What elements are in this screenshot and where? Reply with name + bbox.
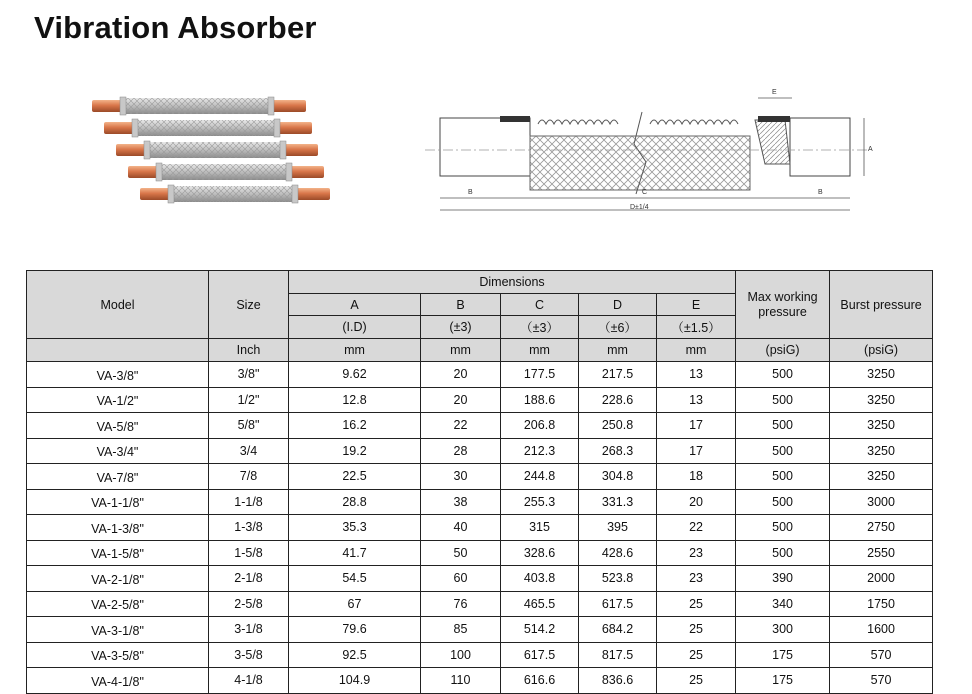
hose-weave bbox=[170, 186, 296, 202]
burst-cell: 3250 bbox=[830, 438, 933, 464]
max-working-cell: 500 bbox=[736, 489, 830, 515]
dim-e-cell: 17 bbox=[657, 438, 736, 464]
header-max-working: Max working pressure bbox=[736, 271, 830, 339]
header-col-e: E bbox=[657, 294, 736, 316]
dim-e-cell: 20 bbox=[657, 489, 736, 515]
ferrule bbox=[280, 141, 286, 159]
dim-c-cell: 212.3 bbox=[501, 438, 579, 464]
dim-b-cell: 22 bbox=[421, 413, 501, 439]
header-size: Size bbox=[209, 271, 289, 339]
burst-cell: 3250 bbox=[830, 387, 933, 413]
copper-end bbox=[276, 122, 312, 134]
copper-end bbox=[104, 122, 136, 134]
max-working-cell: 500 bbox=[736, 387, 830, 413]
dim-c-cell: 616.6 bbox=[501, 668, 579, 694]
table-row bbox=[27, 413, 933, 439]
table-row bbox=[27, 668, 933, 694]
dim-a-cell: 22.5 bbox=[289, 464, 421, 490]
burst-cell: 3250 bbox=[830, 464, 933, 490]
size-cell: 5/8" bbox=[209, 413, 289, 439]
table-row bbox=[27, 438, 933, 464]
ferrule bbox=[168, 185, 174, 203]
unit-d: mm bbox=[579, 339, 657, 362]
dim-b-cell: 40 bbox=[421, 515, 501, 541]
burst-cell: 2000 bbox=[830, 566, 933, 592]
dim-c-cell: 244.8 bbox=[501, 464, 579, 490]
model-cell: VA-1-1/8" bbox=[27, 489, 209, 515]
hose-weave bbox=[146, 142, 284, 158]
ferrule bbox=[268, 97, 274, 115]
dim-e-cell: 22 bbox=[657, 515, 736, 541]
hose-weave bbox=[134, 120, 278, 136]
max-working-cell: 500 bbox=[736, 438, 830, 464]
max-working-cell: 500 bbox=[736, 362, 830, 388]
size-cell: 3-1/8 bbox=[209, 617, 289, 643]
dim-a-cell: 92.5 bbox=[289, 642, 421, 668]
max-working-cell: 175 bbox=[736, 642, 830, 668]
dim-b-cell: 38 bbox=[421, 489, 501, 515]
copper-end bbox=[140, 188, 172, 200]
dim-b-cell: 20 bbox=[421, 387, 501, 413]
model-cell: VA-4-1/8" bbox=[27, 668, 209, 694]
hose-weave bbox=[158, 164, 290, 180]
technical-drawing bbox=[420, 84, 890, 224]
dim-a-cell: 54.5 bbox=[289, 566, 421, 592]
ferrule bbox=[120, 97, 126, 115]
copper-end bbox=[128, 166, 160, 178]
dim-a-cell: 19.2 bbox=[289, 438, 421, 464]
unit-e: mm bbox=[657, 339, 736, 362]
burst-cell: 3000 bbox=[830, 489, 933, 515]
dim-e-cell: 25 bbox=[657, 591, 736, 617]
copper-end bbox=[92, 100, 124, 112]
size-cell: 1-5/8 bbox=[209, 540, 289, 566]
table-row bbox=[27, 591, 933, 617]
dim-e-cell: 23 bbox=[657, 540, 736, 566]
table-row bbox=[27, 362, 933, 388]
dim-c-cell: 206.8 bbox=[501, 413, 579, 439]
dim-a-cell: 16.2 bbox=[289, 413, 421, 439]
max-working-cell: 500 bbox=[736, 413, 830, 439]
dim-d-cell: 817.5 bbox=[579, 642, 657, 668]
dim-d-cell: 523.8 bbox=[579, 566, 657, 592]
dim-d-cell: 684.2 bbox=[579, 617, 657, 643]
dim-e-cell: 25 bbox=[657, 617, 736, 643]
unit-a: mm bbox=[289, 339, 421, 362]
dim-d-cell: 250.8 bbox=[579, 413, 657, 439]
unit-size: Inch bbox=[209, 339, 289, 362]
size-cell: 3/8" bbox=[209, 362, 289, 388]
max-working-cell: 500 bbox=[736, 540, 830, 566]
header-burst: Burst pressure bbox=[830, 271, 933, 339]
dim-b-cell: 110 bbox=[421, 668, 501, 694]
dim-d-cell: 331.3 bbox=[579, 489, 657, 515]
max-working-cell: 300 bbox=[736, 617, 830, 643]
size-cell: 4-1/8 bbox=[209, 668, 289, 694]
unit-model bbox=[27, 339, 209, 362]
table-row bbox=[27, 642, 933, 668]
ferrule bbox=[292, 185, 298, 203]
dim-d-cell: 304.8 bbox=[579, 464, 657, 490]
left-end-tube bbox=[440, 118, 530, 176]
dim-b-cell: 30 bbox=[421, 464, 501, 490]
label-d: D±1/4 bbox=[630, 204, 649, 211]
dim-b-cell: 50 bbox=[421, 540, 501, 566]
dim-b-cell: 20 bbox=[421, 362, 501, 388]
dim-e-cell: 25 bbox=[657, 668, 736, 694]
dim-e-cell: 17 bbox=[657, 413, 736, 439]
model-cell: VA-2-5/8" bbox=[27, 591, 209, 617]
dim-d-cell: 428.6 bbox=[579, 540, 657, 566]
table-row bbox=[27, 489, 933, 515]
model-cell: VA-2-1/8" bbox=[27, 566, 209, 592]
unit-c: mm bbox=[501, 339, 579, 362]
copper-end bbox=[294, 188, 330, 200]
burst-cell: 1600 bbox=[830, 617, 933, 643]
tolerance-d: （±6） bbox=[579, 316, 657, 339]
size-cell: 2-1/8 bbox=[209, 566, 289, 592]
table-row bbox=[27, 566, 933, 592]
tolerance-a: (I.D) bbox=[289, 316, 421, 339]
header-dimensions: Dimensions bbox=[289, 271, 736, 294]
table-row bbox=[27, 387, 933, 413]
ferrule bbox=[144, 141, 150, 159]
dim-b-cell: 28 bbox=[421, 438, 501, 464]
dim-c-cell: 315 bbox=[501, 515, 579, 541]
dim-e-cell: 25 bbox=[657, 642, 736, 668]
dim-c-cell: 188.6 bbox=[501, 387, 579, 413]
ferrule bbox=[132, 119, 138, 137]
dim-c-cell: 465.5 bbox=[501, 591, 579, 617]
label-b-left: B bbox=[468, 189, 473, 196]
size-cell: 2-5/8 bbox=[209, 591, 289, 617]
product-photo bbox=[80, 86, 340, 226]
copper-end bbox=[288, 166, 324, 178]
size-cell: 3/4 bbox=[209, 438, 289, 464]
page-title: Vibration Absorber bbox=[34, 10, 317, 45]
table-row bbox=[27, 515, 933, 541]
unit-max-working: (psiG) bbox=[736, 339, 830, 362]
header-col-a: A bbox=[289, 294, 421, 316]
dim-a-cell: 104.9 bbox=[289, 668, 421, 694]
hose-stack bbox=[92, 97, 330, 203]
header-col-b: B bbox=[421, 294, 501, 316]
dim-d-cell: 217.5 bbox=[579, 362, 657, 388]
dim-e-cell: 23 bbox=[657, 566, 736, 592]
dim-c-cell: 403.8 bbox=[501, 566, 579, 592]
dim-a-cell: 9.62 bbox=[289, 362, 421, 388]
max-working-cell: 175 bbox=[736, 668, 830, 694]
table-row bbox=[27, 617, 933, 643]
model-cell: VA-3-5/8" bbox=[27, 642, 209, 668]
copper-end bbox=[270, 100, 306, 112]
size-cell: 1-3/8 bbox=[209, 515, 289, 541]
corrugation bbox=[538, 120, 738, 124]
ferrule bbox=[286, 163, 292, 181]
left-collar bbox=[500, 116, 530, 122]
model-cell: VA-7/8" bbox=[27, 464, 209, 490]
model-cell: VA-1/2" bbox=[27, 387, 209, 413]
size-cell: 3-5/8 bbox=[209, 642, 289, 668]
dim-e-cell: 13 bbox=[657, 362, 736, 388]
table-row bbox=[27, 464, 933, 490]
label-b-right: B bbox=[818, 189, 823, 196]
burst-cell: 570 bbox=[830, 642, 933, 668]
dim-b-cell: 85 bbox=[421, 617, 501, 643]
header-col-d: D bbox=[579, 294, 657, 316]
label-a: A bbox=[868, 146, 873, 153]
max-working-cell: 340 bbox=[736, 591, 830, 617]
burst-cell: 2750 bbox=[830, 515, 933, 541]
max-working-cell: 500 bbox=[736, 464, 830, 490]
right-end-tube bbox=[790, 118, 850, 176]
hose-weave bbox=[122, 98, 272, 114]
dim-d-cell: 836.6 bbox=[579, 668, 657, 694]
dim-c-cell: 255.3 bbox=[501, 489, 579, 515]
burst-cell: 570 bbox=[830, 668, 933, 694]
dim-a-cell: 35.3 bbox=[289, 515, 421, 541]
dim-a-cell: 67 bbox=[289, 591, 421, 617]
tolerance-e: （±1.5） bbox=[657, 316, 736, 339]
dim-d-cell: 617.5 bbox=[579, 591, 657, 617]
dim-a-cell: 41.7 bbox=[289, 540, 421, 566]
dim-b-cell: 60 bbox=[421, 566, 501, 592]
header-model: Model bbox=[27, 271, 209, 339]
dim-b-cell: 76 bbox=[421, 591, 501, 617]
ferrule-section bbox=[755, 120, 790, 164]
ferrule bbox=[156, 163, 162, 181]
burst-cell: 2550 bbox=[830, 540, 933, 566]
dim-a-cell: 79.6 bbox=[289, 617, 421, 643]
burst-cell: 3250 bbox=[830, 413, 933, 439]
burst-cell: 3250 bbox=[830, 362, 933, 388]
max-working-cell: 390 bbox=[736, 566, 830, 592]
ferrule bbox=[274, 119, 280, 137]
model-cell: VA-1-5/8" bbox=[27, 540, 209, 566]
dim-e-cell: 13 bbox=[657, 387, 736, 413]
dim-d-cell: 228.6 bbox=[579, 387, 657, 413]
dim-c-cell: 617.5 bbox=[501, 642, 579, 668]
tolerance-c: （±3） bbox=[501, 316, 579, 339]
dim-b-cell: 100 bbox=[421, 642, 501, 668]
model-cell: VA-3-1/8" bbox=[27, 617, 209, 643]
unit-b: mm bbox=[421, 339, 501, 362]
copper-end bbox=[282, 144, 318, 156]
label-c: C bbox=[642, 189, 648, 196]
burst-cell: 1750 bbox=[830, 591, 933, 617]
copper-end bbox=[116, 144, 148, 156]
dim-d-cell: 268.3 bbox=[579, 438, 657, 464]
model-cell: VA-5/8" bbox=[27, 413, 209, 439]
label-e: E bbox=[772, 89, 777, 96]
size-cell: 1-1/8 bbox=[209, 489, 289, 515]
dim-a-cell: 28.8 bbox=[289, 489, 421, 515]
dim-d-cell: 395 bbox=[579, 515, 657, 541]
max-working-cell: 500 bbox=[736, 515, 830, 541]
dim-c-cell: 514.2 bbox=[501, 617, 579, 643]
dim-a-cell: 12.8 bbox=[289, 387, 421, 413]
model-cell: VA-3/8" bbox=[27, 362, 209, 388]
tolerance-b: (±3) bbox=[421, 316, 501, 339]
unit-burst: (psiG) bbox=[830, 339, 933, 362]
right-collar bbox=[758, 116, 790, 122]
size-cell: 1/2" bbox=[209, 387, 289, 413]
model-cell: VA-3/4" bbox=[27, 438, 209, 464]
header-col-c: C bbox=[501, 294, 579, 316]
table-row bbox=[27, 540, 933, 566]
size-cell: 7/8 bbox=[209, 464, 289, 490]
specification-table bbox=[26, 270, 933, 694]
dim-c-cell: 177.5 bbox=[501, 362, 579, 388]
dim-c-cell: 328.6 bbox=[501, 540, 579, 566]
dim-e-cell: 18 bbox=[657, 464, 736, 490]
model-cell: VA-1-3/8" bbox=[27, 515, 209, 541]
